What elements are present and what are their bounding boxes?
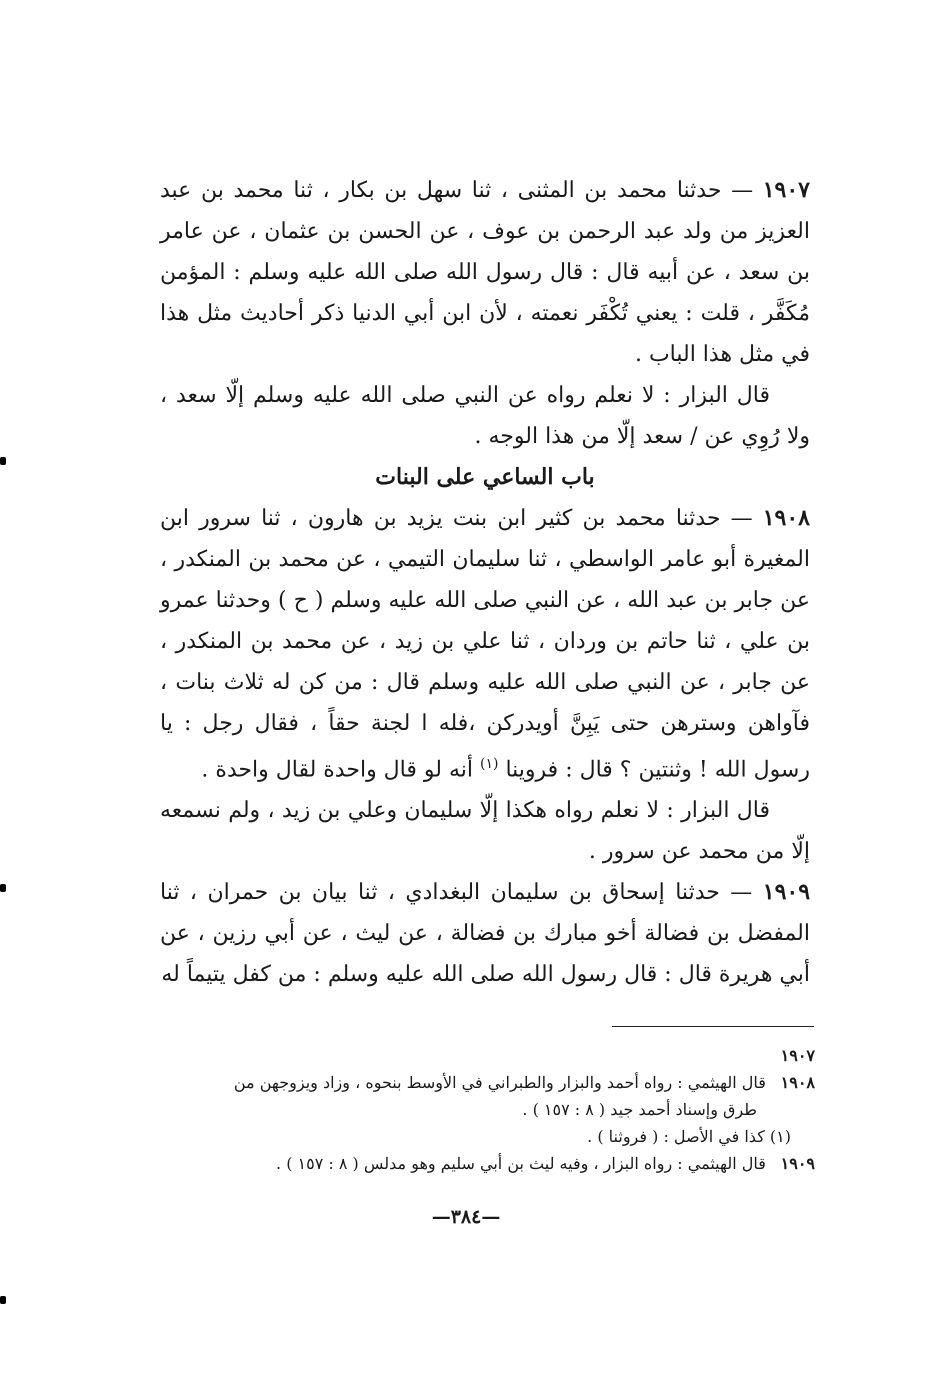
hadith-text: — حدثنا محمد بن كثير ابن بنت يزيد بن هارون ، ثنا سرور ابن المغيرة أبو عامر الواسطي ، ثنا سليمان التيمي ، عن محمد بن المنكدر ، عن جابر بن عبد الله ، عن النبي صلى الله عليه وسلم ( ح ) وحدثنا عمرو بن علي ، ثنا حاتم بن وردان ، ثنا علي بن زيد ، عن محمد بن المنكدر ، عن جابر ، عن النبي صلى الله عليه وسلم قال : من كن له ثلاث بنات ، فآواهن وسترهن حتى يَبِنَّ أويدركن ،فله ا لجنة حقاً ، فقال رجل : يا رسول الله ! وثنتين ؟ قال : فروينا <box>160 506 810 783</box>
footnote-reference: (١) <box>479 756 499 772</box>
footnotes <box>160 1042 815 1177</box>
footnote-1907 <box>160 1042 815 1069</box>
scan-margin-mark <box>0 884 6 892</box>
footnote-number: ١٩٠٨ <box>780 1073 815 1092</box>
footnote-note-1 <box>160 1123 815 1150</box>
hadith-1907 <box>160 170 810 375</box>
footnote-separator <box>612 1026 814 1027</box>
footnote-number: (١) <box>769 1127 791 1146</box>
scan-margin-mark <box>0 1296 6 1304</box>
scan-margin-mark <box>0 457 6 465</box>
footnote-text: كذا في الأصل : ( فروثنا ) . <box>587 1127 765 1146</box>
main-text-block <box>160 170 810 995</box>
hadith-1909 <box>160 872 810 995</box>
bazzar-comment-1908: قال البزار : لا نعلم رواه هكذا إلّا سليمان وعلي بن زيد ، ولم نسمعه إلّا من محمد عن سرور . <box>160 798 810 865</box>
hadith-text-end: أنه لو قال واحدة لقال واحدة . <box>201 757 473 783</box>
footnote-1908-continuation: طرق وإسناد أحمد جيد ( ٨ : ١٥٧ ) . <box>522 1100 757 1119</box>
hadith-1908 <box>160 498 810 790</box>
bazzar-comment-1907: قال البزار : لا نعلم رواه عن النبي صلى الله عليه وسلم إلّا سعد ، ولا رُوِي عن / سعد إلّا من هذا الوجه . <box>160 383 810 449</box>
footnote-1908 <box>160 1069 815 1096</box>
chapter-title: باب الساعي على البنات <box>375 464 595 490</box>
footnote-text: قال الهيثمي : رواه البزار ، وفيه ليث بن أبي سليم وهو مدلس ( ٨ : ١٥٧ ) . <box>276 1154 766 1173</box>
page-number: —٣٨٤— <box>431 1206 501 1228</box>
footnote-number: ١٩٠٧ <box>780 1046 815 1065</box>
hadith-text: — حدثنا إسحاق بن سليمان البغدادي ، ثنا بيان بن حمران ، ثنا المفضل بن فضالة أخو مبارك بن فضالة ، عن ليث ، عن أبي رزين ، عن أبي هريرة قال : قال رسول الله صلى الله عليه وسلم : من كفل يتيماً له <box>160 880 810 988</box>
hadith-text: — حدثنا محمد بن المثنى ، ثنا سهل بن بكار ، ثنا محمد بن عبد العزيز من ولد عبد الرحمن بن عوف ، عن الحسن بن عثمان ، عن عامر بن سعد ، عن أبيه قال : قال رسول الله صلى الله عليه وسلم : المؤمن مُكَفَّر ، قلت : يعني تُكْفَر نعمته ، لأن ابن أبي الدنيا ذكر أحاديث مثل هذا في مثل هذا الباب . <box>160 178 810 367</box>
footnote-number: ١٩٠٩ <box>780 1154 815 1173</box>
hadith-number: ١٩٠٩ <box>762 879 811 906</box>
footnote-text: قال الهيثمي : رواه أحمد والبزار والطبراني في الأوسط بنحوه ، وزاد ويزوجهن من <box>233 1073 766 1092</box>
footnote-1909 <box>160 1150 815 1177</box>
hadith-number: ١٩٠٨ <box>762 505 810 531</box>
hadith-number: ١٩٠٧ <box>762 177 810 203</box>
